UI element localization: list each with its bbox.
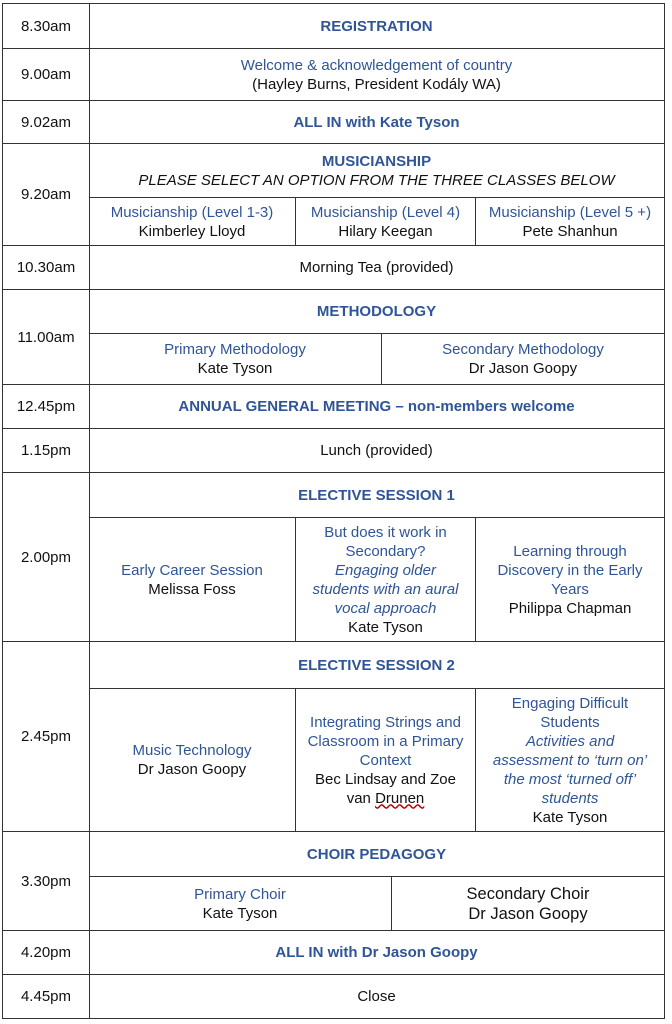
class-cell bbox=[89, 197, 295, 245]
row-choir bbox=[2, 831, 665, 931]
class-presenter: Dr Jason Goopy bbox=[137, 761, 247, 778]
class-title: Musicianship (Level 5 +) bbox=[488, 203, 652, 221]
session-title: Lunch (provided) bbox=[320, 442, 433, 459]
class-title: Integrating Strings and Classroom in a Primary Context bbox=[307, 713, 464, 769]
class-presenter: Kate Tyson bbox=[197, 360, 273, 377]
class-cell bbox=[89, 876, 391, 930]
class-presenter bbox=[315, 770, 456, 808]
class-title: Musicianship (Level 4) bbox=[310, 203, 461, 221]
class-title: Secondary Methodology bbox=[442, 341, 604, 358]
time-cell: 12.45pm bbox=[3, 385, 90, 428]
class-title: But does it work in Secondary? bbox=[324, 523, 447, 560]
session-presenter: (Hayley Burns, President Kodály WA) bbox=[252, 75, 501, 93]
time-cell: 11.00am bbox=[3, 290, 90, 384]
class-cell bbox=[89, 333, 381, 384]
class-presenter: Dr Jason Goopy bbox=[468, 360, 578, 377]
class-cell bbox=[89, 517, 295, 641]
class-presenter: Kate Tyson bbox=[348, 618, 423, 636]
row-methodology bbox=[2, 289, 665, 385]
section-title: ELECTIVE SESSION 1 bbox=[298, 486, 455, 504]
section-header bbox=[89, 144, 664, 197]
class-title: Engaging Difficult Students bbox=[511, 694, 629, 731]
class-title: Learning through Discovery in the Early Years bbox=[497, 542, 643, 598]
time-cell: 3.30pm bbox=[3, 832, 90, 930]
section-title: ELECTIVE SESSION 2 bbox=[298, 656, 455, 674]
session-title: ALL IN with Kate Tyson bbox=[293, 113, 460, 131]
class-presenter: Pete Shanhun bbox=[522, 222, 618, 240]
time-cell: 2.00pm bbox=[3, 473, 90, 641]
class-cell bbox=[391, 876, 664, 930]
class-description: Engaging older students with an aural vocal approach bbox=[312, 561, 459, 617]
class-cell bbox=[295, 197, 475, 245]
class-cell bbox=[89, 688, 295, 831]
time-cell: 1.15pm bbox=[3, 429, 90, 472]
row-agm bbox=[2, 384, 665, 429]
row-elective-1 bbox=[2, 472, 665, 642]
section-title: CHOIR PEDAGOGY bbox=[306, 845, 447, 863]
class-cell bbox=[475, 197, 664, 245]
class-title: Early Career Session bbox=[121, 561, 263, 579]
presenter-line: Bec Lindsay and Zoe bbox=[315, 770, 456, 788]
class-title: Primary Methodology bbox=[164, 341, 306, 358]
class-presenter: Philippa Chapman bbox=[508, 599, 632, 617]
time-cell: 4.45pm bbox=[3, 975, 90, 1018]
row-registration bbox=[2, 3, 665, 49]
session-title: ALL IN with Dr Jason Goopy bbox=[275, 944, 478, 961]
class-presenter: Hilary Keegan bbox=[338, 222, 433, 240]
session-cell bbox=[89, 49, 664, 100]
class-cell bbox=[295, 688, 475, 831]
time-cell: 8.30am bbox=[3, 4, 90, 48]
row-close bbox=[2, 974, 665, 1019]
class-presenter: Melissa Foss bbox=[148, 580, 236, 598]
session-title: Welcome & acknowledgement of country bbox=[240, 56, 513, 74]
time-cell: 9.20am bbox=[3, 144, 90, 245]
class-cell bbox=[475, 517, 664, 641]
row-lunch bbox=[2, 428, 665, 473]
class-cell bbox=[475, 688, 664, 831]
class-title: Music Technology bbox=[132, 742, 252, 759]
section-instruction: PLEASE SELECT AN OPTION FROM THE THREE CLASSES BELOW bbox=[138, 171, 615, 189]
class-presenter: Kate Tyson bbox=[532, 808, 608, 826]
time-cell: 10.30am bbox=[3, 246, 90, 289]
time-cell: 4.20pm bbox=[3, 931, 90, 974]
time-cell: 9.00am bbox=[3, 49, 90, 100]
row-all-in-jason bbox=[2, 930, 665, 975]
class-title: Secondary Choir bbox=[466, 884, 590, 903]
session-title: REGISTRATION bbox=[320, 17, 433, 35]
section-title: METHODOLOGY bbox=[316, 303, 437, 320]
class-title: Musicianship (Level 1-3) bbox=[110, 203, 274, 221]
class-description: Activities and assessment to ‘turn on’ the most ‘turned off’ students bbox=[492, 732, 648, 807]
session-title: ANNUAL GENERAL MEETING – non-members welcome bbox=[178, 398, 575, 415]
class-cell bbox=[381, 333, 664, 384]
class-presenter: Kimberley Lloyd bbox=[138, 222, 246, 240]
row-all-in-kate bbox=[2, 100, 665, 144]
class-cell bbox=[295, 517, 475, 641]
time-cell: 9.02am bbox=[3, 101, 90, 143]
row-welcome bbox=[2, 48, 665, 101]
session-title: Morning Tea (provided) bbox=[299, 259, 454, 276]
spellcheck-word: Drunen bbox=[375, 789, 425, 807]
session-title: Close bbox=[357, 988, 396, 1005]
class-presenter: Kate Tyson bbox=[202, 904, 278, 922]
row-elective-2 bbox=[2, 641, 665, 832]
row-morning-tea bbox=[2, 245, 665, 290]
time-cell: 2.45pm bbox=[3, 642, 90, 831]
class-title: Primary Choir bbox=[194, 885, 286, 903]
presenter-line: van bbox=[346, 789, 371, 807]
section-title: MUSICIANSHIP bbox=[321, 152, 432, 170]
class-presenter: Dr Jason Goopy bbox=[468, 904, 588, 923]
row-musicianship bbox=[2, 143, 665, 246]
